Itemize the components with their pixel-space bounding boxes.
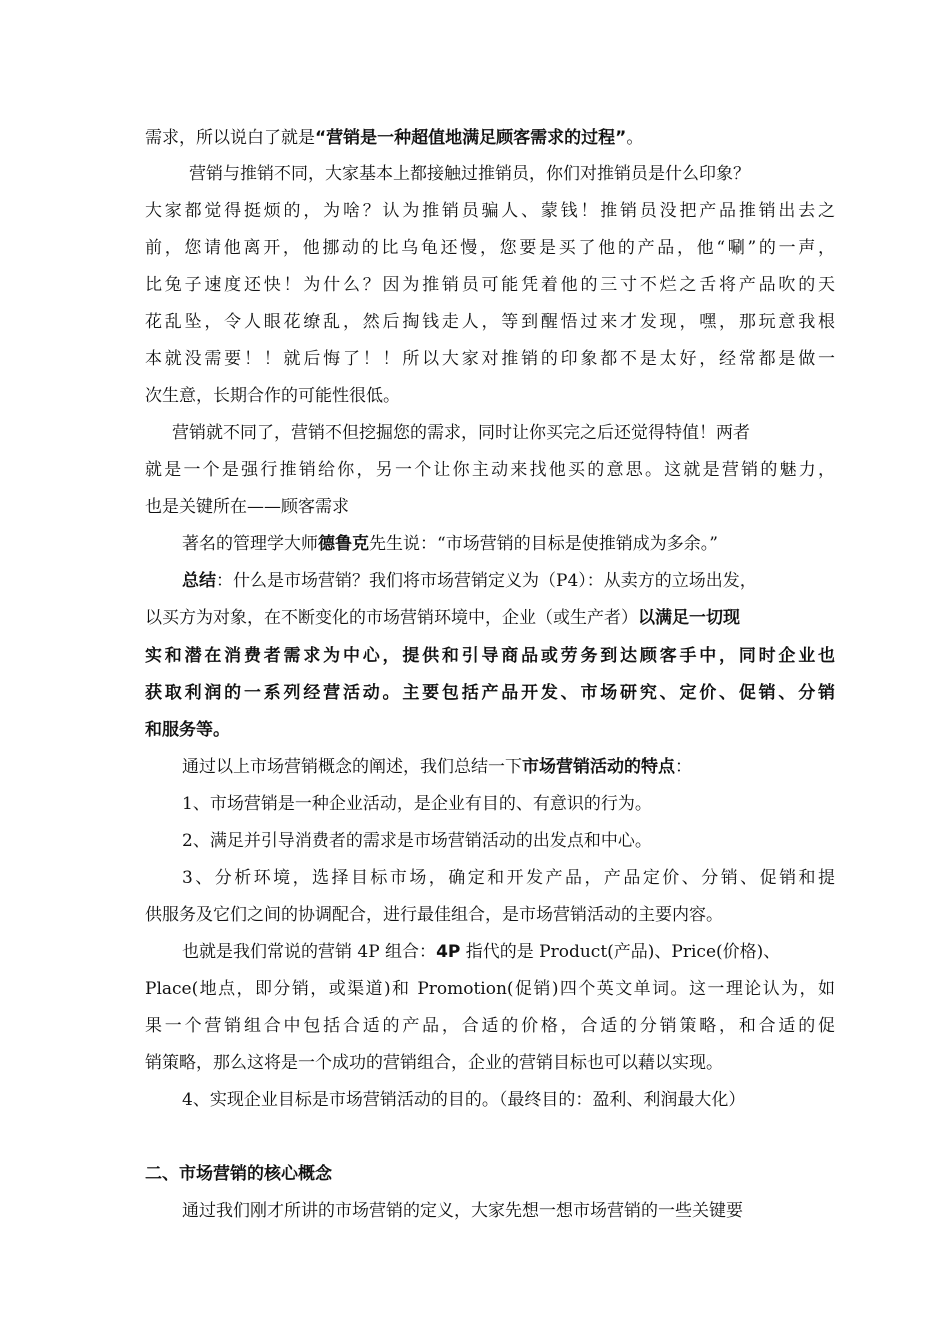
paragraph-line: 也是关键所在——顾客需求	[145, 497, 349, 517]
paragraph-line: 通过我们刚才所讲的市场营销的定义，大家先想一想市场营销的一些关键要	[182, 1201, 743, 1221]
list-item: 2、满足并引导消费者的需求是市场营销活动的出发点和中心。	[182, 831, 652, 851]
list-item: 4、实现企业目标是市场营销活动的目的。（最终目的：盈利、利润最大化）	[182, 1090, 746, 1110]
text-span: ：	[675, 757, 692, 777]
paragraph-line: 获取利润的一系列经营活动。主要包括产品开发、市场研究、定价、促销、分销	[145, 683, 835, 703]
bold-label: 总结	[182, 571, 216, 591]
text-span: 通过以上市场营销概念的阐述，我们总结一下	[182, 757, 522, 777]
text-span: 需求，所以说白了就是	[145, 128, 315, 148]
paragraph-line: 营销与推销不同，大家基本上都接触过推销员，你们对推销员是什么印象？	[189, 164, 750, 184]
text-span: 著名的管理学大师	[182, 534, 318, 554]
paragraph-line: 营销就不同了，营销不但挖掘您的需求，同时让你买完之后还觉得特值！两者	[172, 423, 750, 443]
list-item: 3、分析环境，选择目标市场，确定和开发产品，产品定价、分销、促销和提	[182, 868, 835, 888]
bold-name: 德鲁克	[318, 534, 369, 554]
text-span: 先生说：“市场营销的目标是使推销成为多余。”	[369, 534, 718, 554]
paragraph-line: 销策略，那么这将是一个成功的营销组合，企业的营销目标也可以藉以实现。	[145, 1053, 723, 1073]
paragraph-line	[182, 534, 822, 554]
paragraph-line: 就是一个是强行推销给你，另一个让你主动来找他买的意思。这就是营销的魅力，	[145, 460, 835, 480]
paragraph-line: 比兔子速度还快！为什么？因为推销员可能凭着他的三寸不烂之舌将产品吹的天	[145, 275, 835, 295]
section-heading: 二、市场营销的核心概念	[145, 1164, 332, 1184]
bold-text: 市场营销活动的特点	[522, 757, 675, 777]
paragraph-line	[182, 571, 835, 591]
text-span: 指代的是 Product(产品)、Price(价格)、	[460, 942, 781, 962]
text-span: 。	[626, 128, 644, 148]
text-span: ：什么是市场营销？我们将市场营销定义为（P4）：从卖方的立场出发，	[216, 571, 757, 591]
paragraph-line: 次生意，长期合作的可能性很低。	[145, 386, 400, 406]
paragraph-line	[182, 942, 835, 962]
paragraph-line	[145, 128, 835, 148]
paragraph-line: 花乱坠，令人眼花缭乱，然后掏钱走人，等到醒悟过来才发现，嘿，那玩意我根	[145, 312, 835, 332]
list-item: 1、市场营销是一种企业活动，是企业有目的、有意识的行为。	[182, 794, 652, 814]
text-span: 也就是我们常说的营销 4P 组合：	[182, 942, 437, 962]
bold-text: 以满足一切现	[638, 608, 740, 628]
paragraph-line: Place(地点，即分销，或渠道)和 Promotion(促销)四个英文单词。这一理论认为，如	[145, 979, 835, 999]
paragraph-line: 和服务等。	[145, 720, 230, 740]
paragraph-line	[182, 757, 822, 777]
paragraph-line: 本就没需要！！就后悔了！！所以大家对推销的印象都不是太好，经常都是做一	[145, 349, 835, 369]
paragraph-line: 果一个营销组合中包括合适的产品，合适的价格，合适的分销策略，和合适的促	[145, 1016, 835, 1036]
paragraph-line: 供服务及它们之间的协调配合，进行最佳组合，是市场营销活动的主要内容。	[145, 905, 723, 925]
text-span: 以买方为对象，在不断变化的市场营销环境中，企业（或生产者）	[145, 608, 638, 628]
paragraph-line	[145, 608, 835, 628]
bold-definition: “营销是一种超值地满足顾客需求的过程”	[315, 128, 627, 148]
paragraph-line: 大家都觉得挺烦的，为啥？认为推销员骗人、蒙钱！推销员没把产品推销出去之	[145, 201, 835, 221]
paragraph-line: 实和潜在消费者需求为中心，提供和引导商品或劳务到达顾客手中，同时企业也	[145, 646, 835, 666]
paragraph-line: 前，您请他离开，他挪动的比乌龟还慢，您要是买了他的产品，他“唰”的一声，	[145, 238, 835, 258]
bold-4p: 4P	[436, 942, 461, 962]
